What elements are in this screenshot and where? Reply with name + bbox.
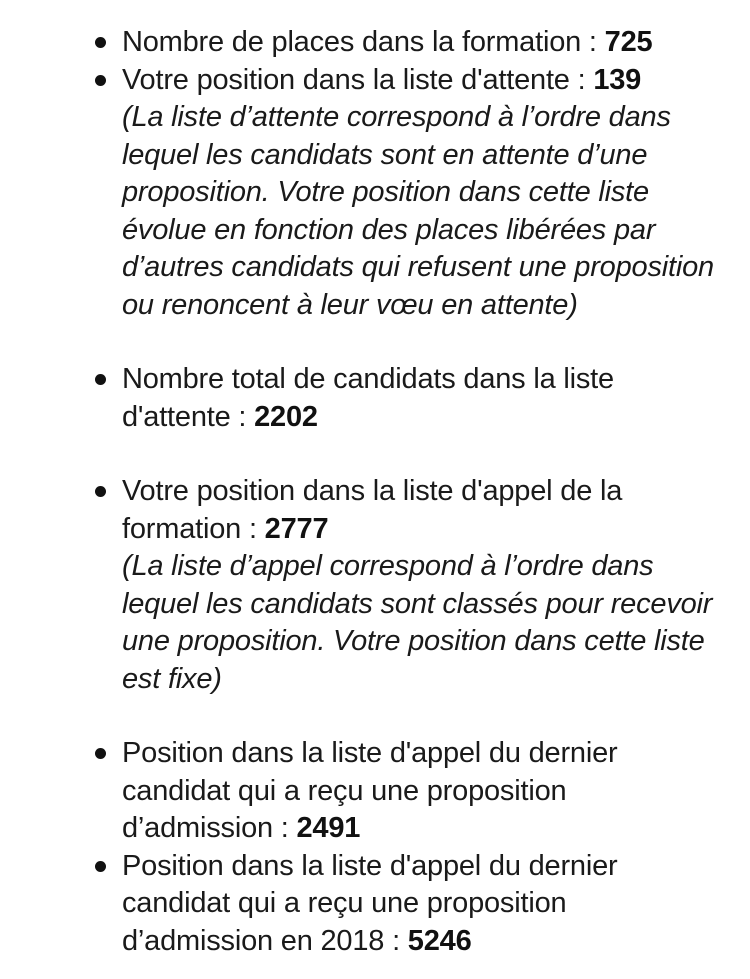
stat-value: 2777 — [264, 512, 329, 545]
stat-note: (La liste d’appel correspond à l’ordre dans lequel les candidats sont classés pour recevoir une proposition. Votre position dans cette liste est fixe) — [122, 550, 713, 695]
list-item-dernier-admis — [122, 735, 722, 848]
stat-value: 5246 — [407, 924, 472, 957]
stat-value: 2491 — [296, 812, 361, 844]
stat-label: Position dans la liste d'appel du dernier candidat qui a reçu une proposition d’admission en 2018 : — [122, 849, 618, 957]
list-item-dernier-admis-2018 — [122, 848, 722, 961]
stat-label: Nombre de places dans la formation : — [122, 26, 605, 58]
stat-label: Votre position dans la liste d'appel de la formation : — [122, 475, 623, 545]
stat-value: 2202 — [254, 400, 318, 433]
bullet-icon — [95, 748, 106, 759]
bullet-icon — [95, 486, 106, 497]
stat-value: 139 — [593, 63, 642, 96]
bullet-icon — [95, 861, 106, 872]
list-item-position-appel — [122, 473, 722, 698]
bullet-icon — [95, 75, 106, 86]
admission-stats-list — [122, 24, 722, 960]
list-item-total-attente — [122, 361, 722, 436]
stat-value: 725 — [604, 26, 653, 58]
list-item-places — [122, 24, 722, 62]
bullet-icon — [95, 374, 106, 385]
stat-label: Nombre total de candidats dans la liste d'attente : — [122, 363, 614, 433]
list-item-position-attente — [122, 62, 722, 325]
stat-label: Votre position dans la liste d'attente : — [122, 63, 594, 96]
stat-label: Position dans la liste d'appel du dernier candidat qui a reçu une proposition d’admission : — [122, 737, 618, 844]
stat-note: (La liste d’attente correspond à l’ordre dans lequel les candidats sont en attente d’une proposition. Votre position dans cette liste évolue en fonction des places libérées par d’autres candidats qui refusent une proposition ou renoncent à leur vœu en attente) — [122, 101, 714, 321]
bullet-icon — [95, 37, 106, 48]
